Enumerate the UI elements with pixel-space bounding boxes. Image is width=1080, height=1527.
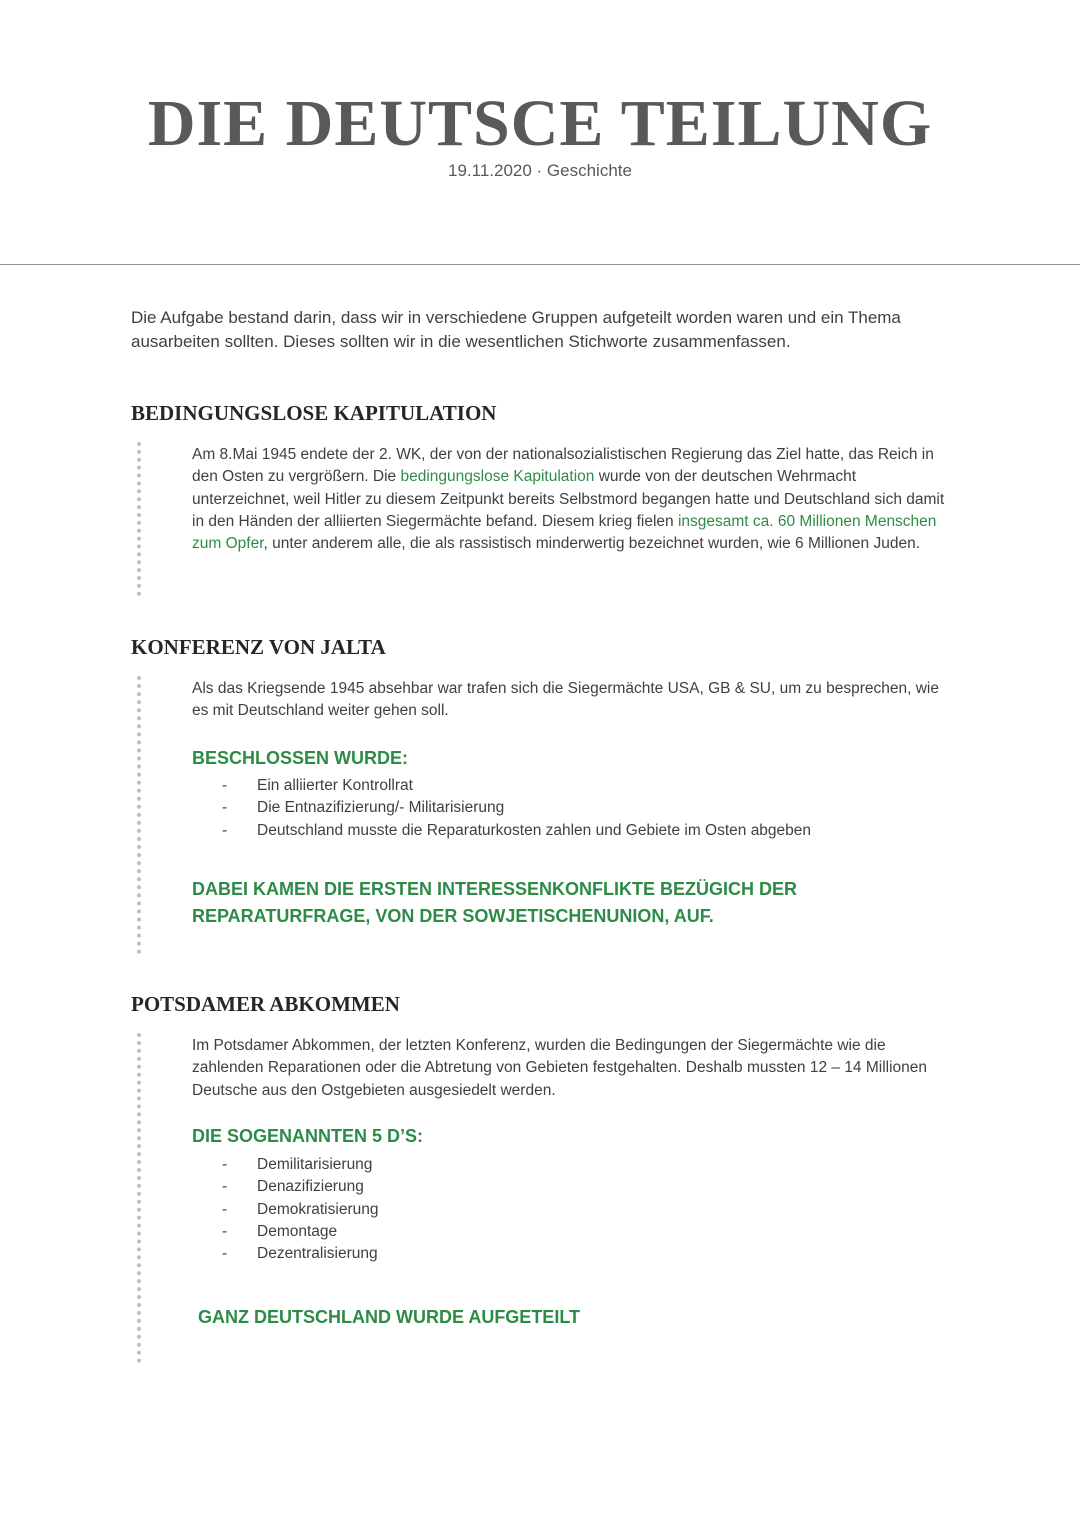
list-item: - Demokratisierung — [222, 1199, 378, 1221]
section-quote-bar — [137, 1033, 141, 1363]
section-paragraph-kapitulation — [192, 444, 952, 555]
text-run: Am 8.Mai 1945 endete der 2. WK, der von der nationalsozialistischen Regierung das Ziel hatte, das Reich in den Osten zu vergrößern. Die — [192, 446, 934, 486]
list-item: - Denazifizierung — [222, 1176, 378, 1198]
text-run: wurde von der deutschen Wehrmacht unterzeichnet, weil Hitler zu diesem Zeitpunkt bereits Selbstmord begangen hatte und Deutschland sich damit in den Händen der alliierten Siegermächte befand. Diesem krieg fielen — [192, 468, 945, 530]
section-paragraph-potsdam: Im Potsdamer Abkommen, der letzten Konferenz, wurden die Bedingungen der Siegermächte wie die zahlenden Reparationen oder die Abtretung von Gebieten festgehalten. Deshalb mussten 12 – 14 Millionen Deutsche aus den Ostgebieten ausgesiedelt werden. — [192, 1037, 928, 1099]
list-item: - Dezentralisierung — [222, 1243, 378, 1265]
page-title: DIE DEUTSCE TEILUNG — [147, 87, 933, 160]
five-ds-list — [222, 1154, 378, 1265]
dash-marker: - — [222, 1222, 228, 1240]
dash-marker: - — [222, 1178, 228, 1196]
intro-paragraph: Die Aufgabe bestand darin, dass wir in verschiedene Gruppen aufgeteilt worden waren und ein Thema ausarbeiten sollten. Dieses sollten wir in die wesentlichen Stichworte zusammenfassen. — [131, 308, 901, 351]
section-heading-kapitulation: BEDINGUNGSLOSE KAPITULATION — [131, 401, 497, 425]
conclusion-jalta-line2: REPARATURFRAGE, VON DER SOWJETISCHENUNION, AUF. — [192, 906, 714, 926]
subheading-beschlossen: BESCHLOSSEN WURDE: — [192, 748, 409, 768]
section-heading-jalta: KONFERENZ VON JALTA — [131, 635, 386, 659]
decisions-list — [222, 775, 811, 842]
section-quote-bar — [137, 676, 141, 954]
dash-marker: - — [222, 777, 228, 794]
list-item: - Die Entnazifizierung/- Militarisierung — [222, 797, 811, 819]
subheading-5ds: DIE SOGENANNTEN 5 D’S: — [192, 1126, 424, 1146]
dash-marker: - — [222, 799, 228, 817]
section-paragraph-jalta: Als das Kriegsende 1945 absehbar war trafen sich die Siegermächte USA, GB & SU, um zu besprechen, wie es mit Deutschland weiter gehen soll. — [192, 680, 939, 720]
page-subtitle: 19.11.2020 · Geschichte — [448, 161, 632, 180]
section-heading-potsdam: POTSDAMER ABKOMMEN — [131, 992, 400, 1016]
section-quote-bar — [137, 442, 141, 596]
list-item: - Deutschland musste die Reparaturkosten zahlen und Gebiete im Osten abgeben — [222, 820, 811, 842]
dash-marker: - — [222, 1156, 228, 1173]
dash-marker: - — [222, 821, 228, 839]
list-item: - Demontage — [222, 1221, 378, 1243]
conclusion-potsdam: GANZ DEUTSCHLAND WURDE AUFGETEILT — [198, 1307, 580, 1327]
list-item: - Demilitarisierung — [222, 1154, 378, 1176]
conclusion-jalta-line1: DABEI KAMEN DIE ERSTEN INTERESSENKONFLIKTE BEZÜGICH DER — [192, 879, 798, 899]
text-run: , unter anderem alle, die als rassistisch minderwertig bezeichnet wurden, wie 6 Millionen Juden. — [263, 535, 920, 553]
dash-marker: - — [222, 1245, 228, 1263]
list-item: - Ein alliierter Kontrollrat — [222, 775, 811, 797]
highlight-text: bedingungslose Kapitulation — [400, 468, 595, 486]
dash-marker: - — [222, 1200, 228, 1218]
highlight-text: insgesamt ca. 60 Millionen Menschen zum Opfer — [192, 512, 937, 553]
header-divider — [0, 264, 1080, 265]
